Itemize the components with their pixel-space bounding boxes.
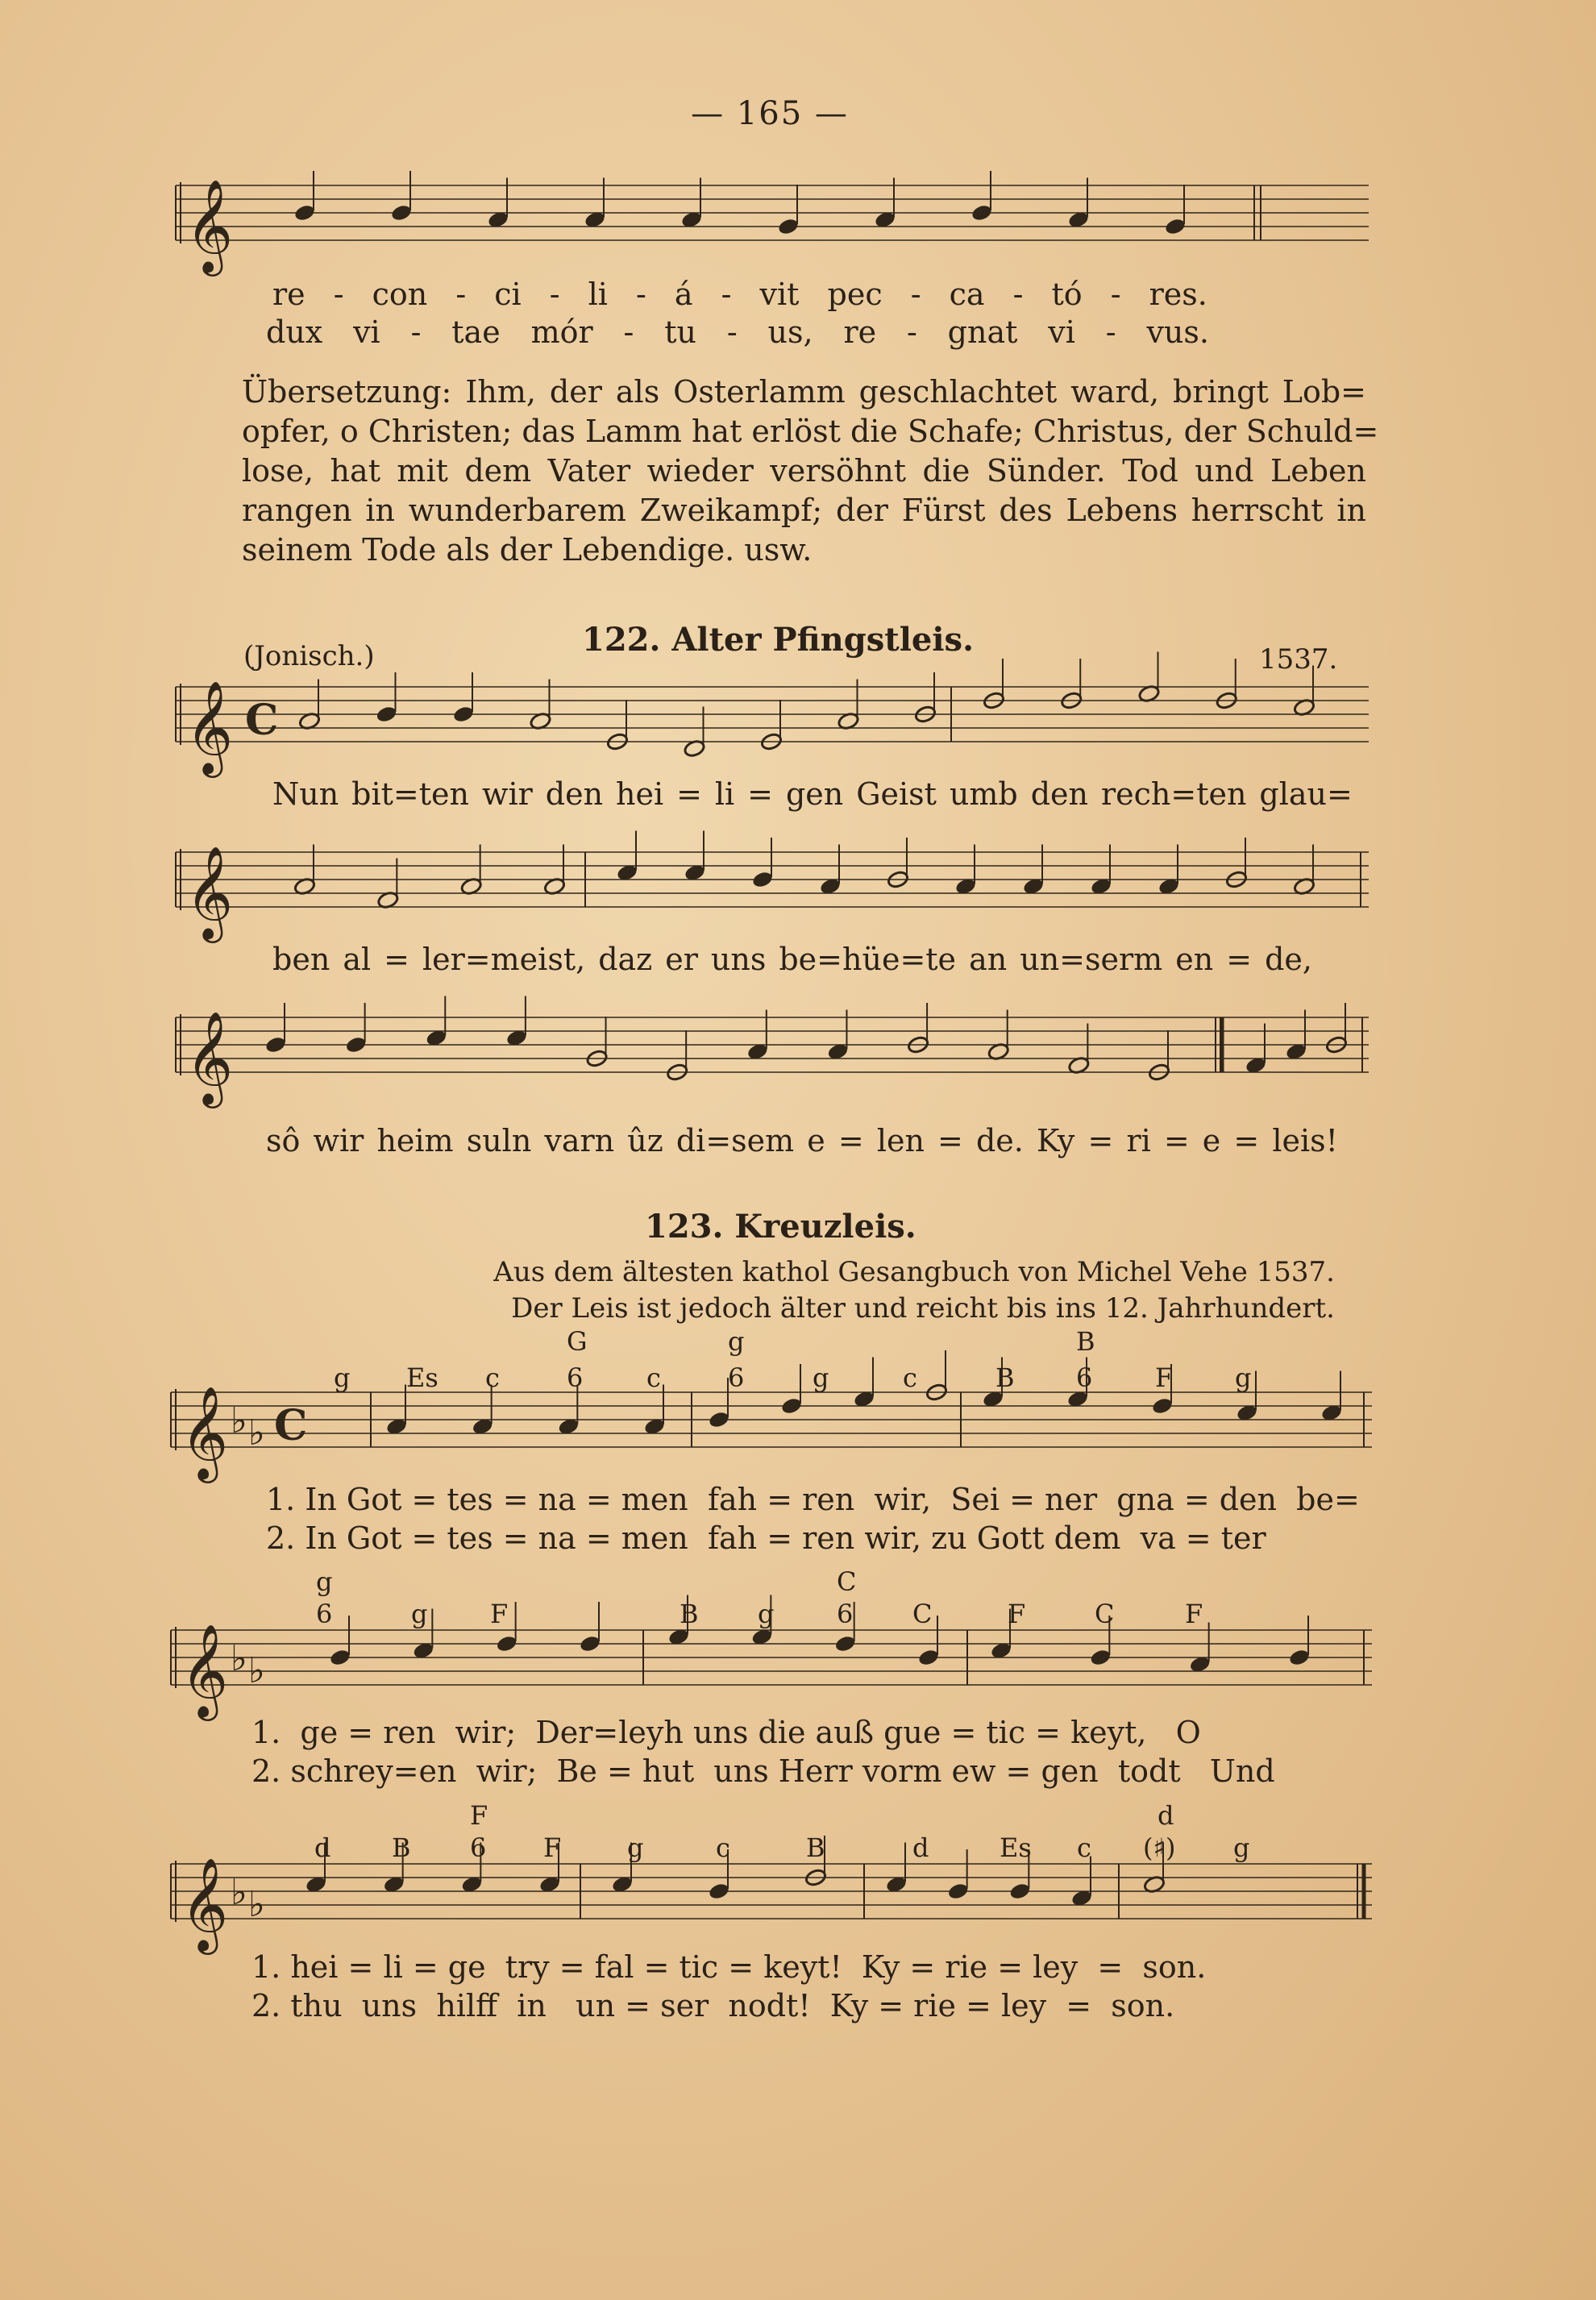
svg-text:♭: ♭ — [248, 1884, 265, 1925]
lyric-syllable: wir — [481, 776, 533, 812]
lyric-syllable: vus. — [1146, 314, 1209, 350]
song122-lyrics-1 — [272, 776, 1353, 812]
chord-symbol: g — [758, 1599, 775, 1629]
lyric-syllable: tu — [664, 314, 696, 350]
lyric-syllable: leis! — [1272, 1123, 1338, 1158]
chord-symbol: c — [485, 1362, 500, 1393]
lyric-syllable: al — [343, 942, 372, 977]
svg-text:𝄞: 𝄞 — [185, 845, 234, 939]
chord-symbol: 6 — [1076, 1362, 1093, 1393]
lyric-syllable: un=serm — [1020, 942, 1163, 977]
svg-text:C: C — [274, 1401, 308, 1450]
song123-verse2-line3: 2. thu uns hilff in un = ser nodt! Ky = rie = ley = son. — [251, 1988, 1175, 2023]
lyric-syllable: = — [747, 776, 773, 812]
svg-text:𝄞: 𝄞 — [185, 680, 234, 774]
chord-symbol: g — [316, 1566, 333, 1597]
svg-text:𝄞: 𝄞 — [185, 178, 234, 272]
chord-symbol: F — [1155, 1362, 1174, 1393]
lyric-syllable: de, — [1265, 942, 1312, 977]
fragment-lyrics-line1 — [272, 277, 1207, 312]
lyric-syllable: en — [1175, 942, 1214, 977]
lyric-syllable: = — [1233, 1123, 1260, 1158]
lyric-syllable: gen — [785, 776, 844, 812]
lyric-syllable: ben — [272, 942, 330, 977]
chord-symbol: 6 — [837, 1599, 854, 1629]
lyric-syllable: de. — [975, 1123, 1024, 1158]
chord-symbol: g — [334, 1362, 351, 1393]
song122-title: 122. Alter Pfingstleis. — [582, 621, 974, 659]
lyric-syllable: - — [721, 277, 732, 312]
translation-line: lose, hat mit dem Vater wieder versöhnt die Sünder. Tod und Leben — [242, 453, 1366, 489]
lyric-syllable: - — [906, 314, 917, 350]
fragment-lyrics-line2 — [266, 314, 1209, 350]
song122-lyrics-2 — [272, 942, 1312, 977]
lyric-syllable: rech=ten — [1100, 776, 1247, 812]
lyric-syllable: con — [372, 277, 428, 312]
lyric-syllable: vi — [1048, 314, 1075, 350]
lyric-syllable: = — [937, 1123, 963, 1158]
lyric-syllable: be=hüe=te — [779, 942, 957, 977]
lyric-syllable: an — [969, 942, 1008, 977]
lyric-syllable: pec — [827, 277, 883, 312]
lyric-syllable: - — [636, 277, 646, 312]
chord-symbol: C — [837, 1566, 857, 1597]
chord-symbol: (♯) — [1143, 1832, 1176, 1863]
lyric-syllable: = — [384, 942, 409, 977]
svg-text:♭: ♭ — [231, 1400, 247, 1441]
lyric-syllable: - — [333, 277, 344, 312]
chord-symbol: d — [1158, 1800, 1174, 1831]
chord-symbol: 6 — [470, 1832, 487, 1863]
lyric-syllable: e — [807, 1123, 825, 1158]
lyric-syllable: den — [1030, 776, 1089, 812]
lyric-syllable: - — [1110, 277, 1121, 312]
lyric-syllable: er — [665, 942, 698, 977]
translation-paragraph — [242, 372, 1379, 570]
chord-symbol: B — [1076, 1326, 1095, 1357]
lyric-syllable: ûz — [627, 1123, 663, 1158]
lyric-syllable: re — [272, 277, 305, 312]
chord-symbol: B — [806, 1832, 825, 1863]
lyric-syllable: = — [676, 776, 702, 812]
chord-symbol: c — [1077, 1832, 1091, 1863]
chord-symbol: B — [392, 1832, 411, 1863]
lyric-syllable: res. — [1149, 277, 1207, 312]
lyric-syllable: tae — [451, 314, 501, 350]
song123-verse2-line1: 2. In Got = tes = na = men fah = ren wir, zu Gott dem va = ter — [266, 1520, 1266, 1556]
lyric-syllable: vit — [759, 277, 800, 312]
svg-text:♭: ♭ — [231, 1638, 247, 1679]
song123-verse2-line2: 2. schrey=en wir; Be = hut uns Herr vorm ew = gen todt Und — [251, 1753, 1275, 1789]
chord-symbol: g — [627, 1832, 644, 1863]
song123-staff-3 — [171, 1854, 1372, 1951]
chord-symbol: Es — [406, 1362, 438, 1393]
svg-text:𝄞: 𝄞 — [185, 1010, 234, 1104]
song123-staff-1 — [171, 1383, 1372, 1479]
song122-staff-1 — [176, 677, 1369, 782]
lyric-syllable: li — [588, 277, 608, 312]
chord-symbol: g — [1235, 1362, 1252, 1393]
lyric-syllable: sô — [266, 1123, 301, 1158]
svg-text:𝄞: 𝄞 — [181, 1385, 229, 1479]
lyric-syllable: tó — [1051, 277, 1083, 312]
lyric-syllable: gnat — [947, 314, 1018, 350]
chord-symbol: c — [716, 1832, 730, 1863]
lyric-syllable: hei — [616, 776, 664, 812]
lyric-syllable: glau= — [1259, 776, 1353, 812]
staff-top-fragment — [176, 176, 1369, 272]
lyric-syllable: = — [1226, 942, 1253, 977]
song122-lyrics-3 — [266, 1123, 1338, 1158]
lyric-syllable: e — [1202, 1123, 1221, 1158]
svg-text:𝄞: 𝄞 — [181, 1623, 229, 1717]
song123-source — [464, 1254, 1335, 1327]
chord-symbol: C — [1095, 1599, 1115, 1629]
lyric-syllable: Ky — [1036, 1123, 1075, 1158]
lyric-syllable: ri — [1126, 1123, 1151, 1158]
chord-symbol: 6 — [316, 1599, 333, 1629]
lyric-syllable: - — [726, 314, 738, 350]
song122-staff-3 — [176, 1008, 1369, 1113]
lyric-syllable: = — [837, 1123, 864, 1158]
lyric-syllable: = — [1087, 1123, 1114, 1158]
lyric-syllable: dux — [266, 314, 323, 350]
lyric-syllable: Nun — [272, 776, 339, 812]
lyric-syllable: bit=ten — [351, 776, 469, 812]
svg-text:♭: ♭ — [248, 1650, 265, 1691]
chord-symbol: c — [646, 1362, 661, 1393]
translation-line: opfer, o Christen; das Lamm hat erlöst die Schafe; Christus, der Schuld= — [242, 414, 1379, 449]
chord-symbol: c — [903, 1362, 917, 1393]
lyric-syllable: ci — [494, 277, 522, 312]
chord-symbol: G — [567, 1326, 588, 1357]
chord-symbol: 6 — [728, 1362, 745, 1393]
svg-text:♭: ♭ — [248, 1412, 265, 1454]
lyric-syllable: len — [876, 1123, 925, 1158]
chord-symbol: F — [470, 1800, 488, 1831]
lyric-syllable: den — [545, 776, 604, 812]
chord-symbol: g — [1233, 1832, 1250, 1863]
chord-symbol: g — [813, 1362, 829, 1393]
lyric-syllable: - — [623, 314, 634, 350]
lyric-syllable: = — [1163, 1123, 1190, 1158]
chord-symbol: Es — [1000, 1832, 1032, 1863]
song123-verse1-line3: 1. hei = li = ge try = fal = tic = keyt! Ky = rie = ley = son. — [251, 1949, 1207, 1985]
song122-mode: (Jonisch.) — [243, 640, 375, 672]
lyric-syllable: us, — [767, 314, 813, 350]
song122-staff-2 — [176, 842, 1369, 947]
lyric-syllable: varn — [544, 1123, 615, 1158]
lyric-syllable: uns — [710, 942, 767, 977]
song122-year: 1537. — [1259, 643, 1338, 676]
chord-symbol: d — [912, 1832, 929, 1863]
lyric-syllable: - — [410, 314, 422, 350]
lyric-syllable: - — [1105, 314, 1116, 350]
translation-line: rangen in wunderbarem Zweikampf; der Fürst des Lebens herrscht in — [242, 493, 1366, 528]
lyric-syllable: li — [714, 776, 735, 812]
svg-text:C: C — [245, 696, 279, 745]
song123-verse1-line2: 1. ge = ren wir; Der=leyh uns die auß gue = tic = keyt, O — [251, 1715, 1201, 1750]
lyric-syllable: - — [455, 277, 467, 312]
chord-symbol: B — [995, 1362, 1015, 1393]
lyric-syllable: á — [674, 277, 693, 312]
lyric-syllable: Geist — [856, 776, 937, 812]
lyric-syllable: mór — [530, 314, 593, 350]
lyric-syllable: di=sem — [675, 1123, 795, 1158]
chord-symbol: F — [1008, 1599, 1026, 1629]
lyric-syllable: daz — [598, 942, 653, 977]
song123-title: 123. Kreuzleis. — [645, 1208, 916, 1246]
song123-verse1-line1: 1. In Got = tes = na = men fah = ren wir, Sei = ner gna = den be= — [266, 1482, 1360, 1517]
chord-symbol: F — [1185, 1599, 1203, 1629]
chord-symbol: B — [680, 1599, 699, 1629]
svg-text:♭: ♭ — [231, 1872, 247, 1913]
song123-source-line2: Der Leis ist jedoch älter und reicht bis ins 12. Jahrhundert. — [511, 1292, 1335, 1325]
chord-symbol: d — [314, 1832, 331, 1863]
translation-line: Übersetzung: Ihm, der als Osterlamm geschlachtet ward, bringt Lob= — [242, 374, 1366, 410]
lyric-syllable: ca — [949, 277, 985, 312]
chord-symbol: g — [411, 1599, 428, 1629]
lyric-syllable: vi — [353, 314, 380, 350]
lyric-syllable: heim — [376, 1123, 454, 1158]
lyric-syllable: wir — [313, 1123, 364, 1158]
lyric-syllable: - — [1012, 277, 1024, 312]
chord-symbol: 6 — [567, 1362, 584, 1393]
lyric-syllable: ler=meist, — [422, 942, 586, 977]
page-number: — 165 — — [691, 95, 849, 132]
translation-line: seinem Tode als der Lebendige. usw. — [242, 532, 813, 568]
song123-source-line1: Aus dem ältesten kathol Gesangbuch von Michel Vehe 1537. — [493, 1256, 1335, 1288]
lyric-syllable: re — [843, 314, 877, 350]
lyric-syllable: suln — [466, 1123, 532, 1158]
lyric-syllable: - — [549, 277, 560, 312]
chord-symbol: g — [728, 1326, 745, 1357]
lyric-syllable: - — [910, 277, 921, 312]
chord-symbol: F — [490, 1599, 509, 1629]
chord-symbol: C — [912, 1599, 933, 1629]
chord-symbol: F — [543, 1832, 562, 1863]
song123-staff-2 — [171, 1620, 1372, 1717]
lyric-syllable: umb — [949, 776, 1018, 812]
svg-text:𝄞: 𝄞 — [181, 1857, 229, 1951]
